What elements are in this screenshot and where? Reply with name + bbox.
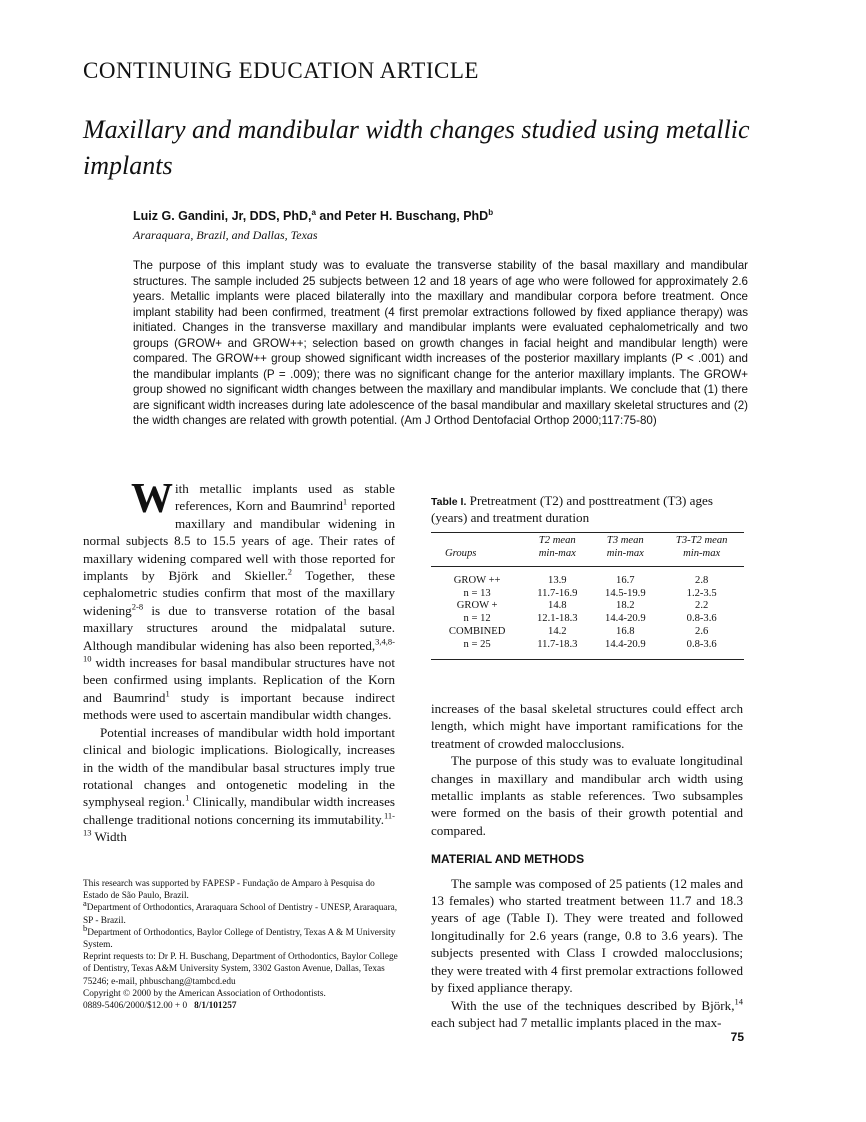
cell-t3: 14.4-20.9 (605, 638, 646, 650)
cell-t2: 14.2 (548, 625, 567, 637)
table-row (431, 639, 744, 660)
text-run: ith metallic implants used as stable references, Korn and Baumrind (175, 481, 395, 514)
table-caption (431, 493, 744, 526)
text-run: reported maxillary and mandibular widening in normal subjects 8.5 to 15.5 years of age. Their rates of maxillary widening compared well with those reported for implants by Björk and Skieller. (83, 498, 395, 584)
article-code: 8/1/101257 (194, 1001, 237, 1012)
sample-paragraph: The sample was composed of 25 patients (12 males and 13 females) who started treatment between 11.7 and 18.3 years of age (Table I). They were treated and followed longitudinally for 2.6 years (range, 0.8 to 3.6 years). The subjects presented with Class I crowded malocclusions; they were treated with 4 first premolar extractions followed by fixed appliance therapy. (431, 875, 743, 996)
citation-sup: 3,4,8-10 (83, 636, 395, 664)
cell-diff: 2.2 (695, 600, 709, 612)
text-run: width increases for basal mandibular structures have not been confirmed using implants. Replication of the Korn and Baumrind (83, 655, 395, 705)
table-caption-text: Pretreatment (T2) and posttreatment (T3) ages (years) and treatment duration (431, 493, 713, 525)
header-t2: T2 mean min-max (523, 533, 591, 567)
text-run: Department of Orthodontics, Baylor College of Dentistry, Texas A & M University System. (83, 927, 396, 951)
table-row (431, 626, 744, 639)
cell-group: COMBINED (448, 625, 506, 637)
cell-diff: 0.8-3.6 (686, 613, 717, 625)
methods-heading: MATERIAL AND METHODS (431, 852, 585, 867)
citation-sup: 11-13 (83, 810, 395, 838)
citation-sup: 1 (185, 792, 190, 803)
citation-sup: 14 (734, 996, 743, 1007)
citation-sup: 2-8 (131, 601, 144, 612)
section-header: CONTINUING EDUCATION ARTICLE (83, 58, 479, 83)
affil-mark: a (83, 898, 87, 909)
cell-diff: 0.8-3.6 (686, 638, 717, 650)
header-t3: T3 mean min-max (591, 533, 659, 567)
cell-diff: 2.8 (695, 575, 709, 586)
author-1: Luiz G. Gandini, Jr, DDS, PhD, (133, 209, 312, 223)
citation-sup: 1 (342, 497, 348, 508)
purpose-paragraph: The purpose of this study was to evaluate longitudinal changes in maxillary and mandibular arch width using metallic implants as stable references. Two subsamples were formed on the basis of their growth potential and compared. (431, 753, 743, 838)
abstract: The purpose of this implant study was to evaluate the transverse stability of the basal maxillary and mandibular structures. The sample included 25 subjects between 12 and 18 years of age who were followed for approximately 2.6 years. Metallic implants were placed bilaterally into the maxillary and mandibular corpora before treatment. Once implant stability had been confirmed, treatment (4 first premolar extractions followed by fixed appliance therapy) was initiated. Changes in the transverse maxillary and mandibular implants were evaluated cephalometrically and two groups (GROW+ and GROW++; selection based on growth changes in facial height and mandibular length) were compared. The GROW++ group showed significant width increases of the posterior maxillary implants (P < .001) and the mandibular implants (P = .009); there was no significant change for the anterior maxillary implants. The GROW+ group showed no significant width changes between the maxillary and mandibular implants. We conclude that (1) there are significant width increases during late adolescence of the basal mandibular and maxillary skeletal structures and (2) the width changes are related with growth potential. (Am J Orthod Dentofacial Orthop 2000;117:75-80) (133, 259, 748, 427)
table-row (431, 600, 744, 613)
cell-t2: 12.1-18.3 (536, 613, 578, 625)
cell-group: GROW + (456, 600, 498, 612)
funding-note: This research was supported by FAPESP - Fundação de Amparo à Pesquisa do Estado de São Paulo, Brazil. (83, 879, 375, 902)
text-run: With the use of the techniques described by Björk, (451, 997, 735, 1013)
cell-t2: 11.7-16.9 (537, 587, 578, 599)
article-title: Maxillary and mandibular width changes studied using metallic implants (83, 115, 750, 180)
author-1-affil-mark: a (311, 207, 316, 217)
intro-paragraph-2 (83, 724, 395, 846)
text-run: Together, these cephalometric studies confirm that most of the maxillary widening (83, 568, 396, 618)
copyright-note: Copyright © 2000 by the American Association of Orthodontists. (83, 988, 326, 999)
drop-cap: W (131, 476, 173, 522)
issn-line (83, 1000, 398, 1012)
affiliation-b (83, 922, 398, 951)
citation-sup: 1 (165, 688, 170, 699)
body-right-column (431, 700, 743, 1031)
text-run: study is important because indirect methods were used to ascertain mandibular width changes. (83, 689, 395, 723)
intro-paragraph-1 (83, 476, 396, 724)
intro-paragraph-3: increases of the basal skeletal structures could effect arch length, which might have important ramifications for the treatment of crowded malocclusions. (431, 701, 743, 751)
footnotes (83, 878, 398, 1012)
table-label: Table I. (431, 496, 467, 508)
table-header-row (431, 533, 744, 567)
table-row (431, 588, 744, 601)
cell-t3: 18.2 (616, 600, 635, 612)
header-groups: Groups (431, 533, 523, 567)
cell-group: n = 12 (463, 613, 491, 625)
cell-t2: 14.8 (548, 600, 567, 612)
affil-mark: b (83, 922, 88, 933)
issn: 0889-5406/2000/$12.00 + 0 (83, 1001, 188, 1012)
text-run: Clinically, mandibular width increases challenge traditional notions concerning its immutability. (83, 794, 395, 827)
text-run: Width (91, 829, 127, 845)
cell-t2: 11.7-18.3 (537, 638, 578, 650)
cell-t2: 13.9 (548, 575, 567, 586)
body-left-column (83, 476, 396, 846)
citation-sup: 2 (287, 566, 292, 577)
cell-diff: 1.2-3.5 (686, 587, 717, 599)
cell-t3: 16.7 (616, 575, 635, 586)
age-table (431, 532, 744, 660)
text-run: is due to transverse rotation of the basal maxillary structures around the midpalatal suture. Although mandibular widening has also been reported, (83, 602, 395, 653)
author-2: and Peter H. Buschang, PhD (315, 209, 489, 223)
page-number: 75 (730, 1030, 744, 1044)
header-t3-t2: T3-T2 mean min-max (659, 533, 744, 567)
implant-paragraph (431, 997, 743, 1032)
reprint-note: Reprint requests to: Dr P. H. Buschang, Department of Orthodontics, Baylor College of Dentistry, Texas A&M University System, 3302 Gaston Avenue, Dallas, Texas 75246; e-mail, phbuschang@tambcd.edu (83, 952, 398, 987)
cell-t3: 14.4-20.9 (605, 613, 646, 625)
author-location: Araraquara, Brazil, and Dallas, Texas (133, 228, 318, 242)
cell-group: n = 25 (463, 638, 491, 650)
cell-group: n = 13 (463, 587, 491, 599)
table-row (431, 567, 744, 588)
cell-group: GROW ++ (453, 575, 501, 586)
cell-t3: 14.5-19.9 (605, 587, 646, 599)
affiliation-a (83, 898, 398, 926)
author-line (133, 209, 753, 223)
text-run: Department of Orthodontics, Araraquara School of Dentistry - UNESP, Araraquara, SP - Brazil. (83, 903, 398, 926)
cell-t3: 16.8 (616, 625, 635, 637)
table-1 (431, 493, 744, 660)
text-run: each subject had 7 metallic implants placed in the max- (431, 1014, 722, 1030)
author-2-affil-mark: b (488, 207, 494, 217)
text-run: Potential increases of mandibular width hold important clinical and biologic implications. Biologically, increases in the width of the mandibular basal structures imply true rotational changes and ontogenetic modeling in the symphyseal region. (83, 724, 395, 810)
cell-diff: 2.6 (695, 625, 709, 637)
table-row (431, 613, 744, 626)
